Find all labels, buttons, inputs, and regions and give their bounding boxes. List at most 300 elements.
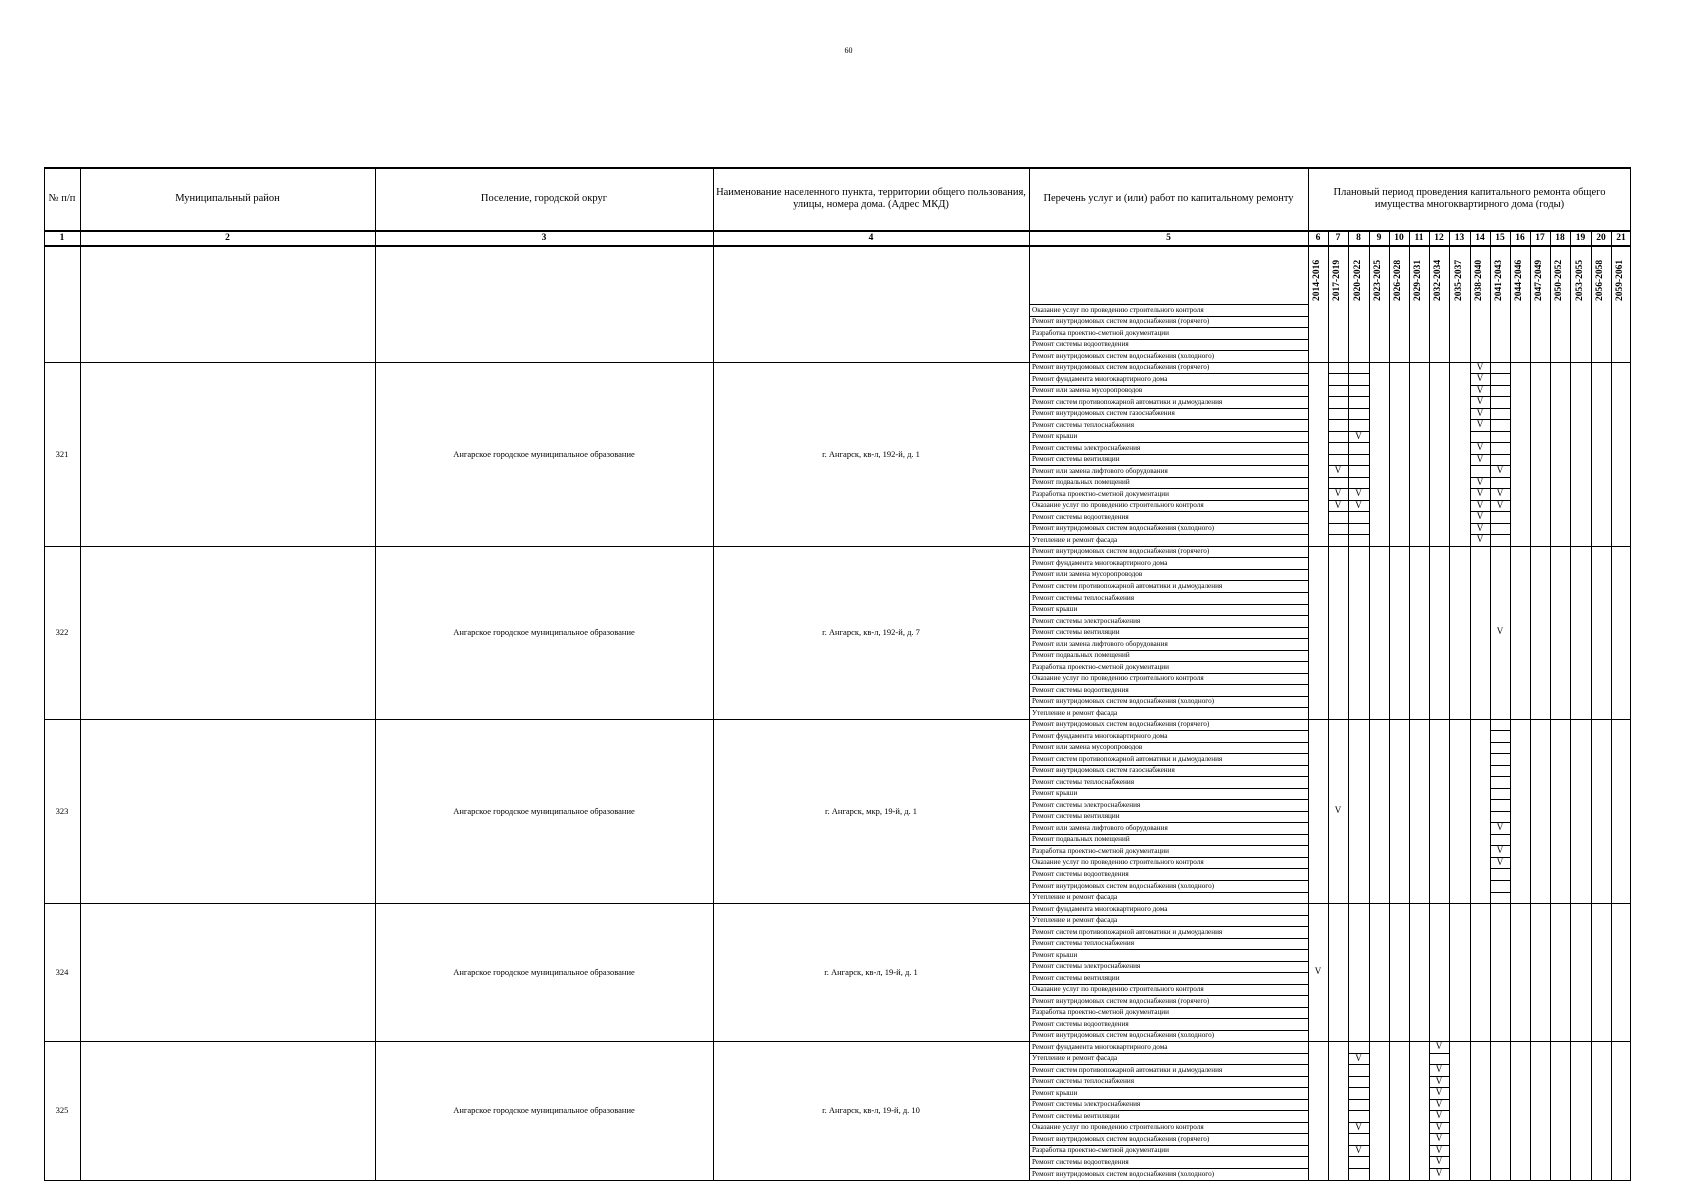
- work-row-line: [1029, 638, 1308, 639]
- work-row-line: [1029, 673, 1308, 674]
- column-number: 3: [541, 233, 547, 243]
- mark-v: V: [1355, 499, 1362, 510]
- mark-v: V: [1496, 822, 1504, 833]
- mark-v: V: [1476, 373, 1484, 384]
- work-item: Разработка проектно-сметной документации: [1032, 1008, 1169, 1017]
- work-row-line: [1029, 1064, 1308, 1065]
- work-item: Оказание услуг по проведению строительного контроля: [1032, 305, 1204, 314]
- work-item: Ремонт системы водоотведения: [1032, 1019, 1129, 1028]
- mark-row-line: [1490, 477, 1510, 478]
- work-item: Ремонт фундамента многоквартирного дома: [1032, 558, 1168, 567]
- mark-v: V: [1476, 476, 1484, 487]
- record-number: 325: [55, 1105, 69, 1116]
- work-item: Ремонт подвальных помещений: [1032, 835, 1130, 844]
- column-number: 14: [1475, 233, 1485, 243]
- work-row-line: [1029, 1053, 1308, 1054]
- work-item: Ремонт крыши: [1032, 950, 1078, 959]
- header-settlement: Поселение, городской округ: [480, 192, 608, 204]
- work-item: Оказание услуг по проведению строительного контроля: [1032, 985, 1204, 994]
- work-item: Утепление и ремонт фасада: [1032, 708, 1118, 717]
- work-item: Ремонт системы теплоснабжения: [1032, 593, 1135, 602]
- work-row-line: [1029, 488, 1308, 489]
- column-number: 1: [59, 233, 65, 243]
- mark-row-line: [1348, 442, 1369, 443]
- work-row-line: [1029, 442, 1308, 443]
- work-row-line: [1029, 1030, 1308, 1031]
- mark-row-line: [1490, 799, 1510, 800]
- work-row-line: [1029, 385, 1308, 386]
- work-row-line: [1029, 822, 1308, 823]
- record-border: [44, 719, 1631, 720]
- work-item: Ремонт системы водоотведения: [1032, 340, 1129, 349]
- work-item: Ремонт системы водоотведения: [1032, 1157, 1129, 1166]
- mark-row-line: [1328, 373, 1348, 374]
- period-label: 2050-2052: [1554, 259, 1564, 301]
- work-row-line: [1029, 431, 1308, 432]
- work-item: Оказание услуг по проведению строительного контроля: [1032, 1123, 1204, 1132]
- column-number: 16: [1515, 233, 1525, 243]
- mark-v: V: [1496, 499, 1504, 510]
- mark-v: V: [1496, 465, 1504, 476]
- work-row-line: [1029, 845, 1308, 846]
- work-row-line: [1029, 926, 1308, 927]
- period-column-border: [1429, 230, 1430, 1180]
- work-item: Ремонт внутридомовых систем водоснабжения (холодного): [1032, 351, 1215, 360]
- column-number: 13: [1454, 233, 1465, 243]
- work-row-line: [1029, 892, 1308, 893]
- work-item: Ремонт или замена лифтового оборудования: [1032, 466, 1168, 475]
- settlement-name: Ангарское городское муниципальное образование: [453, 448, 635, 459]
- work-item: Ремонт внутридомовых систем водоснабжения (холодного): [1032, 881, 1215, 890]
- mark-row-line: [1348, 534, 1369, 535]
- mark-v: V: [1435, 1133, 1443, 1144]
- period-column-border: [1348, 230, 1349, 1180]
- column-border: [713, 167, 714, 1180]
- work-item: Ремонт крыши: [1032, 605, 1078, 614]
- mark-v: V: [1476, 396, 1484, 407]
- work-item: Разработка проектно-сметной документации: [1032, 1146, 1169, 1155]
- mark-v: V: [1355, 1052, 1362, 1063]
- mark-row-line: [1348, 1168, 1369, 1169]
- work-item: Ремонт систем противопожарной автоматики и дымоудаления: [1032, 927, 1223, 936]
- period-row-line: [1029, 304, 1308, 305]
- column-number: 5: [1166, 233, 1171, 243]
- mark-row-line: [1348, 1133, 1369, 1134]
- work-row-line: [1029, 373, 1308, 374]
- work-item: Ремонт системы вентиляции: [1032, 973, 1120, 982]
- mark-row-line: [1348, 477, 1369, 478]
- period-label: 2032-2034: [1433, 259, 1443, 301]
- mark-v: V: [1476, 522, 1484, 533]
- work-item: Ремонт систем противопожарной автоматики и дымоудаления: [1032, 754, 1223, 763]
- mark-row-line: [1490, 442, 1510, 443]
- mark-row-line: [1328, 385, 1348, 386]
- work-item: Ремонт внутридомовых систем водоснабжения (горячего): [1032, 996, 1210, 1005]
- mark-v: V: [1435, 1064, 1443, 1075]
- column-number: 7: [1335, 233, 1341, 243]
- work-row-line: [1029, 534, 1308, 535]
- work-row-line: [1029, 730, 1308, 731]
- work-item: Ремонт системы электроснабжения: [1032, 616, 1141, 625]
- work-item: Ремонт системы теплоснабжения: [1032, 777, 1135, 786]
- address: г. Ангарск, кв-л, 19-й, д. 10: [822, 1105, 920, 1116]
- work-row-line: [1029, 339, 1308, 340]
- work-item: Ремонт фундамента многоквартирного дома: [1032, 374, 1168, 383]
- mark-v: V: [1476, 534, 1484, 545]
- mark-row-line: [1328, 442, 1348, 443]
- mark-row-line: [1490, 776, 1510, 777]
- work-item: Ремонт систем противопожарной автоматики и дымоудаления: [1032, 397, 1223, 406]
- column-border: [375, 167, 376, 1180]
- record-border: [44, 362, 1631, 363]
- work-row-line: [1029, 857, 1308, 858]
- work-item: Ремонт системы водоотведения: [1032, 869, 1129, 878]
- work-item: Утепление и ремонт фасада: [1032, 535, 1118, 544]
- mark-v: V: [1476, 442, 1484, 453]
- header-bottom-line: [44, 230, 1631, 232]
- work-item: Оказание услуг по проведению строительного контроля: [1032, 501, 1204, 510]
- header-works: Перечень услуг и (или) работ по капитальному ремонту: [1043, 192, 1294, 204]
- work-row-line: [1029, 984, 1308, 985]
- mark-row-line: [1328, 431, 1348, 432]
- work-item: Разработка проектно-сметной документации: [1032, 846, 1169, 855]
- address: г. Ангарск, кв-л, 192-й, д. 1: [822, 448, 920, 459]
- period-label: 2053-2055: [1574, 259, 1585, 301]
- work-item: Ремонт или замена мусоропроводов: [1032, 743, 1143, 752]
- work-row-line: [1029, 776, 1308, 777]
- work-item: Ремонт внутридомовых систем газоснабжения: [1032, 409, 1175, 418]
- mark-v: V: [1334, 499, 1342, 510]
- work-row-line: [1029, 1099, 1308, 1100]
- work-row-line: [1029, 316, 1308, 317]
- mark-v: V: [1435, 1098, 1443, 1109]
- mark-row-line: [1328, 534, 1348, 535]
- mark-row-line: [1348, 1076, 1369, 1077]
- column-border: [44, 167, 45, 1180]
- mark-v: V: [1355, 488, 1362, 499]
- work-row-line: [1029, 615, 1308, 616]
- work-row-line: [1029, 327, 1308, 328]
- column-number: 12: [1434, 233, 1444, 243]
- column-border: [1308, 167, 1309, 1180]
- mark-row-line: [1490, 523, 1510, 524]
- work-item: Ремонт или замена лифтового оборудования: [1032, 823, 1168, 832]
- work-item: Утепление и ремонт фасада: [1032, 916, 1118, 925]
- mark-row-line: [1348, 408, 1369, 409]
- address: г. Ангарск, мкр, 19-й, д. 1: [824, 805, 918, 816]
- settlement-name: Ангарское городское муниципальное образование: [453, 967, 635, 978]
- period-label: 2035-2037: [1453, 259, 1464, 301]
- mark-v: V: [1334, 488, 1342, 499]
- column-border: [1029, 167, 1030, 1180]
- work-row-line: [1029, 938, 1308, 939]
- work-row-line: [1029, 580, 1308, 581]
- mark-row-line: [1328, 396, 1348, 397]
- work-row-line: [1029, 1007, 1308, 1008]
- work-row-line: [1029, 557, 1308, 558]
- mark-row-line: [1490, 396, 1510, 397]
- mark-row-line: [1348, 465, 1369, 466]
- period-column-border: [1369, 230, 1370, 1180]
- work-row-line: [1029, 696, 1308, 697]
- mark-v: V: [1334, 804, 1342, 815]
- mark-row-line: [1490, 534, 1510, 535]
- mark-row-line: [1348, 373, 1369, 374]
- work-item: Разработка проектно-сметной документации: [1032, 328, 1169, 337]
- work-row-line: [1029, 650, 1308, 651]
- work-row-line: [1029, 1156, 1308, 1157]
- column-number: 11: [1414, 233, 1424, 243]
- mark-v: V: [1476, 499, 1484, 510]
- work-item: Ремонт внутридомовых систем водоснабжения (горячего): [1032, 1134, 1210, 1143]
- work-row-line: [1029, 707, 1308, 708]
- period-label: 2029-2031: [1413, 259, 1423, 301]
- period-column-border: [1470, 230, 1471, 1180]
- work-item: Ремонт системы водоотведения: [1032, 685, 1129, 694]
- period-column-border: [1630, 230, 1631, 1180]
- work-row-line: [1029, 811, 1308, 812]
- mark-v: V: [1334, 465, 1342, 476]
- mark-row-line: [1490, 385, 1510, 386]
- work-row-line: [1029, 684, 1308, 685]
- mark-row-line: [1348, 1087, 1369, 1088]
- mark-row-line: [1490, 419, 1510, 420]
- work-item: Ремонт внутридомовых систем водоснабжения (горячего): [1032, 720, 1210, 729]
- record-border: [44, 903, 1631, 904]
- header-period: Плановый период проведения капитального ремонта общего имущества многоквартирного дома (годы): [1333, 186, 1606, 210]
- work-row-line: [1029, 995, 1308, 996]
- mark-row-line: [1328, 454, 1348, 455]
- mark-row-line: [1490, 765, 1510, 766]
- period-label: 2014-2016: [1312, 259, 1322, 301]
- mark-v: V: [1314, 966, 1322, 977]
- mark-row-line: [1490, 730, 1510, 731]
- column-number: 8: [1356, 233, 1361, 243]
- work-item: Ремонт подвальных помещений: [1032, 478, 1130, 487]
- period-label: 2038-2040: [1474, 259, 1484, 301]
- work-row-line: [1029, 1133, 1308, 1134]
- mark-v: V: [1355, 1121, 1362, 1132]
- work-item: Ремонт системы электроснабжения: [1032, 443, 1141, 452]
- work-row-line: [1029, 1018, 1308, 1019]
- period-label: 2041-2043: [1494, 259, 1504, 301]
- column-number: 9: [1376, 233, 1382, 243]
- mark-v: V: [1496, 856, 1504, 867]
- period-label: 2047-2049: [1534, 259, 1544, 301]
- mark-row-line: [1490, 373, 1510, 374]
- work-item: Ремонт системы теплоснабжения: [1032, 420, 1135, 429]
- period-label: 2023-2025: [1373, 259, 1383, 301]
- work-item: Ремонт или замена мусоропроводов: [1032, 570, 1143, 579]
- work-item: Ремонт системы вентиляции: [1032, 812, 1120, 821]
- work-row-line: [1029, 661, 1308, 662]
- settlement-name: [375, 327, 713, 339]
- work-row-line: [1029, 454, 1308, 455]
- period-label: 2026-2028: [1393, 259, 1403, 301]
- mark-row-line: [1490, 834, 1510, 835]
- work-item: Ремонт крыши: [1032, 789, 1078, 798]
- mark-row-line: [1348, 385, 1369, 386]
- mark-v: V: [1496, 626, 1504, 637]
- period-column-border: [1530, 230, 1531, 1180]
- period-label: 2059-2061: [1615, 259, 1625, 301]
- mark-v: V: [1435, 1168, 1443, 1178]
- work-item: Ремонт системы вентиляции: [1032, 455, 1120, 464]
- work-item: Утепление и ремонт фасада: [1032, 1054, 1118, 1063]
- work-row-line: [1029, 788, 1308, 789]
- mark-row-line: [1348, 511, 1369, 512]
- period-column-border: [1611, 230, 1612, 1180]
- period-column-border: [1570, 230, 1571, 1180]
- work-item: Ремонт внутридомовых систем водоснабжения (горячего): [1032, 363, 1210, 372]
- mark-row-line: [1490, 892, 1510, 893]
- mark-v: V: [1476, 453, 1484, 464]
- mark-row-line: [1348, 419, 1369, 420]
- mark-row-line: [1328, 511, 1348, 512]
- mark-row-line: [1429, 1053, 1449, 1054]
- mark-row-line: [1328, 419, 1348, 420]
- mark-row-line: [1490, 454, 1510, 455]
- work-row-line: [1029, 500, 1308, 501]
- mark-row-line: [1490, 753, 1510, 754]
- work-row-line: [1029, 627, 1308, 628]
- column-number: 15: [1495, 233, 1505, 243]
- work-item: Ремонт системы теплоснабжения: [1032, 939, 1135, 948]
- work-item: Ремонт внутридомовых систем водоснабжения (холодного): [1032, 524, 1215, 533]
- column-number: 10: [1394, 233, 1404, 243]
- mark-v: V: [1476, 407, 1484, 418]
- mark-row-line: [1348, 1064, 1369, 1065]
- column-number: 4: [868, 233, 874, 243]
- work-item: Ремонт системы водоотведения: [1032, 512, 1129, 521]
- record-number: 321: [55, 448, 69, 459]
- work-row-line: [1029, 1087, 1308, 1088]
- mark-row-line: [1348, 1099, 1369, 1100]
- mark-row-line: [1328, 523, 1348, 524]
- work-item: Оказание услуг по проведению строительного контроля: [1032, 674, 1204, 683]
- work-row-line: [1029, 753, 1308, 754]
- header-no: № п/п: [48, 192, 76, 204]
- work-row-line: [1029, 799, 1308, 800]
- work-item: Оказание услуг по проведению строительного контроля: [1032, 858, 1204, 867]
- settlement-name: Ангарское городское муниципальное образование: [453, 805, 635, 816]
- address: г. Ангарск, кв-л, 19-й, д. 1: [824, 967, 918, 978]
- work-row-line: [1029, 1076, 1308, 1077]
- mark-v: V: [1355, 430, 1362, 441]
- mark-v: V: [1435, 1121, 1443, 1132]
- mark-row-line: [1490, 431, 1510, 432]
- mark-row-line: [1348, 396, 1369, 397]
- record-number: [44, 327, 80, 339]
- work-item: Ремонт внутридомовых систем водоснабжения (холодного): [1032, 1031, 1215, 1040]
- work-item: Ремонт внутридомовых систем водоснабжения (холодного): [1032, 1169, 1215, 1178]
- mark-row-line: [1490, 811, 1510, 812]
- column-number: 2: [225, 233, 230, 243]
- mark-v: V: [1435, 1110, 1443, 1121]
- mark-v: V: [1435, 1075, 1443, 1086]
- work-row-line: [1029, 350, 1308, 351]
- page-number: 60: [844, 46, 853, 55]
- column-border: [80, 167, 81, 1180]
- mark-v: V: [1496, 845, 1504, 856]
- mark-v: V: [1435, 1156, 1443, 1167]
- work-item: Ремонт фундамента многоквартирного дома: [1032, 904, 1168, 913]
- work-item: Ремонт внутридомовых систем водоснабжения (горячего): [1032, 547, 1210, 556]
- mark-row-line: [1470, 431, 1490, 432]
- work-row-line: [1029, 1145, 1308, 1146]
- work-item: Ремонт системы электроснабжения: [1032, 962, 1141, 971]
- work-item: Ремонт системы электроснабжения: [1032, 1100, 1141, 1109]
- header-address: Наименование населенного пункта, территории общего пользования, улицы, номера дома. (Адрес МКД): [716, 186, 1026, 210]
- period-column-border: [1550, 230, 1551, 1180]
- work-item: Ремонт крыши: [1032, 1088, 1078, 1097]
- work-item: Разработка проектно-сметной документации: [1032, 662, 1169, 671]
- header-district: Муниципальный район: [175, 192, 280, 204]
- work-item: Ремонт фундамента многоквартирного дома: [1032, 731, 1168, 740]
- mark-row-line: [1490, 742, 1510, 743]
- period-column-border: [1490, 230, 1491, 1180]
- work-row-line: [1029, 868, 1308, 869]
- work-item: Ремонт фундамента многоквартирного дома: [1032, 1042, 1168, 1051]
- work-row-line: [1029, 523, 1308, 524]
- mark-v: V: [1476, 488, 1484, 499]
- record-border: [44, 1041, 1631, 1042]
- work-row-line: [1029, 742, 1308, 743]
- column-number: 19: [1575, 233, 1586, 243]
- work-row-line: [1029, 465, 1308, 466]
- mark-v: V: [1435, 1087, 1443, 1098]
- column-number: 18: [1555, 233, 1565, 243]
- work-row-line: [1029, 972, 1308, 973]
- mark-v: V: [1435, 1144, 1443, 1155]
- capital-repair-table: [44, 167, 1631, 1177]
- record-number: 322: [55, 627, 69, 638]
- period-column-border: [1389, 230, 1390, 1180]
- work-row-line: [1029, 511, 1308, 512]
- period-label: 2017-2019: [1332, 259, 1342, 301]
- mark-row-line: [1490, 868, 1510, 869]
- mark-row-line: [1328, 408, 1348, 409]
- address: г. Ангарск, кв-л, 192-й, д. 7: [822, 627, 920, 638]
- mark-v: V: [1355, 1144, 1362, 1155]
- mark-row-line: [1490, 788, 1510, 789]
- mark-row-line: [1348, 1156, 1369, 1157]
- mark-v: V: [1435, 1041, 1443, 1052]
- table-top-border: [44, 167, 1631, 169]
- column-number: 17: [1535, 233, 1545, 243]
- work-row-line: [1029, 477, 1308, 478]
- mark-row-line: [1490, 880, 1510, 881]
- period-label: 2020-2022: [1352, 259, 1363, 301]
- work-item: Утепление и ремонт фасада: [1032, 893, 1118, 902]
- record-number: 324: [55, 967, 69, 978]
- work-row-line: [1029, 592, 1308, 593]
- work-row-line: [1029, 1122, 1308, 1123]
- work-row-line: [1029, 419, 1308, 420]
- period-column-border: [1449, 230, 1450, 1180]
- work-row-line: [1029, 604, 1308, 605]
- work-row-line: [1029, 880, 1308, 881]
- mark-v: V: [1476, 361, 1484, 372]
- work-item: Ремонт системы теплоснабжения: [1032, 1077, 1135, 1086]
- work-row-line: [1029, 1110, 1308, 1111]
- work-row-line: [1029, 1168, 1308, 1169]
- mark-row-line: [1348, 1110, 1369, 1111]
- mark-v: V: [1496, 488, 1504, 499]
- work-item: Разработка проектно-сметной документации: [1032, 489, 1169, 498]
- work-item: Ремонт систем противопожарной автоматики и дымоудаления: [1032, 1065, 1223, 1074]
- work-item: Ремонт подвальных помещений: [1032, 651, 1130, 660]
